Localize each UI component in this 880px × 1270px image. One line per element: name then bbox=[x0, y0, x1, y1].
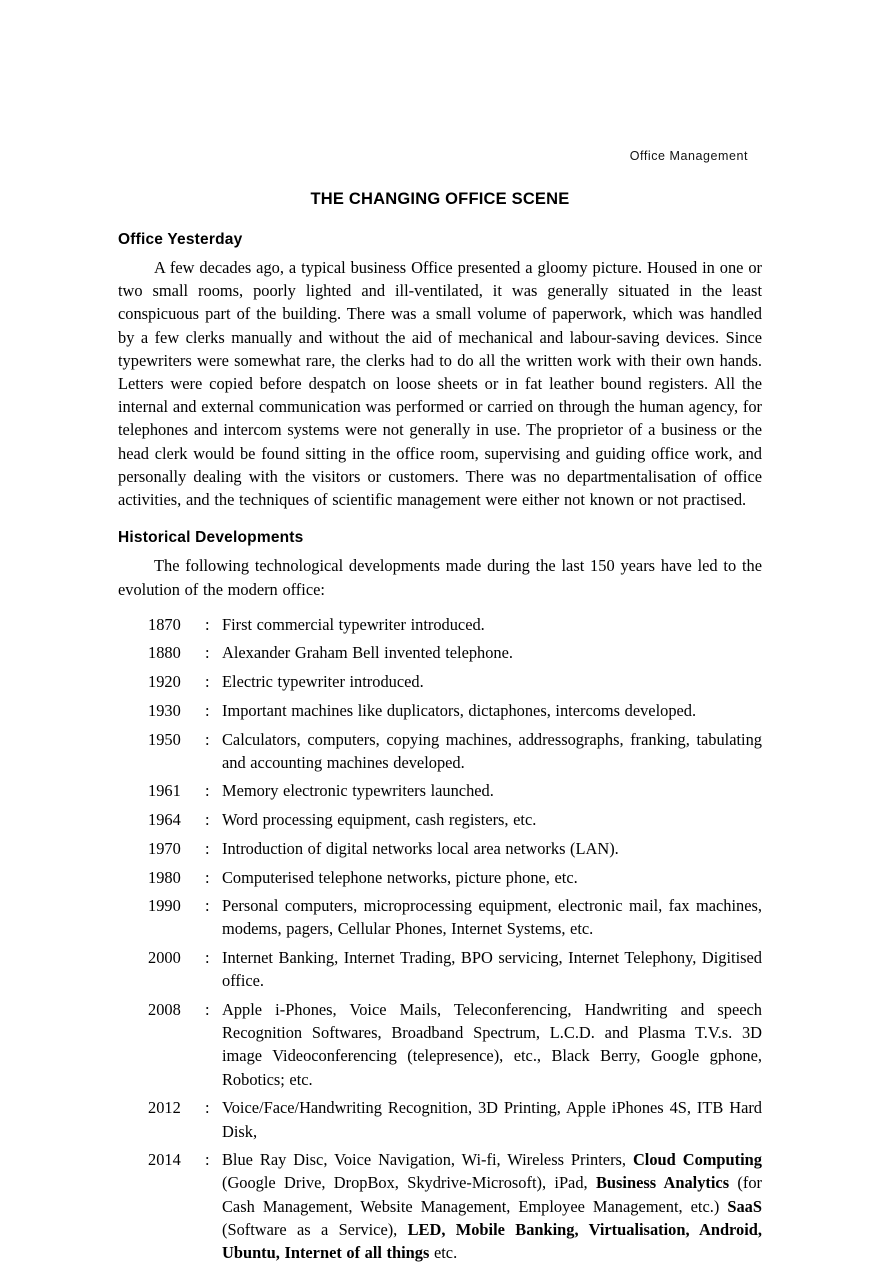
timeline-description: Personal computers, microprocessing equipment, electronic mail, fax machines, modems, pagers, Cellular Phones, Internet Systems, etc. bbox=[222, 896, 762, 939]
timeline-separator: : bbox=[205, 1000, 210, 1020]
timeline-separator: : bbox=[205, 672, 210, 692]
timeline-entry bbox=[118, 613, 762, 636]
plain-text: (Software as a Service), bbox=[222, 1219, 408, 1239]
timeline-year: 2008 bbox=[148, 1000, 181, 1020]
timeline-entry bbox=[118, 998, 762, 1091]
timeline-entry bbox=[118, 699, 762, 722]
timeline-separator: : bbox=[205, 700, 210, 720]
page-title: THE CHANGING OFFICE SCENE bbox=[310, 190, 570, 208]
timeline-year: 1950 bbox=[148, 729, 181, 749]
paragraph-office-yesterday: A few decades ago, a typical business Office presented a gloomy picture. Housed in one or two small rooms, poorly lighted and ill-ventilated, it was generally situated in the least conspicuous part of the building. There was a small volume of paperwork, which was handled by a few clerks manually and without the aid of mechanical and labour-saving devices. Since typewriters were somewhat rare, the clerks had to do all the written work with their own hands. Letters were copied before despatch on loose sheets or in fat leather bound registers. All the internal and external communication was performed or carried on through the human agency, for telephones and intercom systems were not generally in use. The proprietor of a business or the head clerk would be found sitting in the office room, supervising and guiding office work, and personally dealing with the visitors or customers. There was no departmentalisation of office activities, and the techniques of scientific management were either not known or not practised. bbox=[118, 257, 762, 509]
timeline-separator: : bbox=[205, 1098, 210, 1118]
timeline-year: 1961 bbox=[148, 781, 181, 801]
timeline-list bbox=[118, 613, 762, 1265]
timeline-description: Electric typewriter introduced. bbox=[222, 672, 424, 692]
timeline-description: Word processing equipment, cash registers, etc. bbox=[222, 810, 537, 830]
timeline-year: 1880 bbox=[148, 643, 181, 663]
timeline-entry bbox=[118, 1096, 762, 1142]
timeline-year: 1964 bbox=[148, 810, 181, 830]
timeline-separator: : bbox=[205, 896, 210, 916]
timeline-separator: : bbox=[205, 729, 210, 749]
timeline-entry bbox=[118, 894, 762, 940]
timeline-entry bbox=[118, 808, 762, 831]
timeline-description: Computerised telephone networks, picture phone, etc. bbox=[222, 867, 578, 887]
timeline-entry bbox=[118, 779, 762, 802]
timeline-separator: : bbox=[205, 643, 210, 663]
running-header: Office Management bbox=[629, 149, 748, 163]
timeline-separator: : bbox=[205, 781, 210, 801]
timeline-entry bbox=[118, 946, 762, 992]
timeline-separator: : bbox=[205, 948, 210, 968]
timeline-entry bbox=[118, 641, 762, 664]
timeline-year: 1920 bbox=[148, 672, 181, 692]
timeline-separator: : bbox=[205, 867, 210, 887]
plain-text: (for Cash Management, Website Management, Employee Management, etc.) bbox=[222, 1173, 762, 1216]
timeline-year: 2000 bbox=[148, 948, 181, 968]
timeline-year: 1970 bbox=[148, 838, 181, 858]
timeline-description: Apple i-Phones, Voice Mails, Teleconferencing, Handwriting and speech Recognition Softwares, Broadband Spectrum, L.C.D. and Plasma T.V.s. 3D image Videoconferencing (telepresence), etc., Black Berry, Google gphone, Robotics; etc. bbox=[222, 1000, 762, 1089]
plain-text: Blue Ray Disc, Voice Navigation, Wi-fi, Wireless Printers, bbox=[222, 1150, 633, 1170]
timeline-year: 1990 bbox=[148, 896, 181, 916]
timeline-entry bbox=[118, 866, 762, 889]
timeline-year: 1930 bbox=[148, 700, 181, 720]
timeline-separator: : bbox=[205, 614, 210, 634]
timeline-entry bbox=[118, 728, 762, 774]
timeline-description: Memory electronic typewriters launched. bbox=[222, 781, 494, 801]
timeline-separator: : bbox=[205, 810, 210, 830]
emphasis-text: SaaS bbox=[727, 1196, 762, 1216]
plain-text: etc. bbox=[429, 1243, 458, 1263]
timeline-year: 2014 bbox=[148, 1150, 181, 1170]
timeline-description: Important machines like duplicators, dictaphones, intercoms developed. bbox=[222, 700, 697, 720]
document-content bbox=[118, 190, 762, 1270]
timeline-entry bbox=[118, 670, 762, 693]
plain-text: (Google Drive, DropBox, Skydrive-Microsoft), iPad, bbox=[222, 1173, 596, 1193]
timeline-separator: : bbox=[205, 1150, 210, 1170]
timeline-year: 1870 bbox=[148, 614, 181, 634]
timeline-description: Introduction of digital networks local area networks (LAN). bbox=[222, 838, 619, 858]
paragraph-historical-developments: The following technological developments made during the last 150 years have led to the evolution of the modern office: bbox=[118, 556, 762, 599]
timeline-description: Alexander Graham Bell invented telephone. bbox=[222, 643, 514, 663]
emphasis-text: LED, Mobile Banking, Virtualisation, Android, Ubuntu, Internet of all things bbox=[222, 1219, 762, 1263]
section-heading-office-yesterday: Office Yesterday bbox=[118, 230, 243, 248]
timeline-entry bbox=[118, 837, 762, 860]
timeline-separator: : bbox=[205, 838, 210, 858]
timeline-description: Internet Banking, Internet Trading, BPO servicing, Internet Telephony, Digitised office. bbox=[222, 948, 762, 991]
timeline-description: Calculators, computers, copying machines, addressographs, franking, tabulating and accounting machines developed. bbox=[222, 729, 762, 772]
timeline-description: Voice/Face/Handwriting Recognition, 3D Printing, Apple iPhones 4S, ITB Hard Disk, bbox=[222, 1098, 762, 1141]
section-heading-historical-developments: Historical Developments bbox=[118, 529, 304, 547]
timeline-year: 1980 bbox=[148, 867, 181, 887]
emphasis-text: Cloud Computing bbox=[632, 1150, 762, 1170]
emphasis-text: Business Analytics bbox=[595, 1173, 730, 1193]
timeline-year: 2012 bbox=[148, 1098, 181, 1118]
timeline-description: First commercial typewriter introduced. bbox=[222, 614, 485, 634]
